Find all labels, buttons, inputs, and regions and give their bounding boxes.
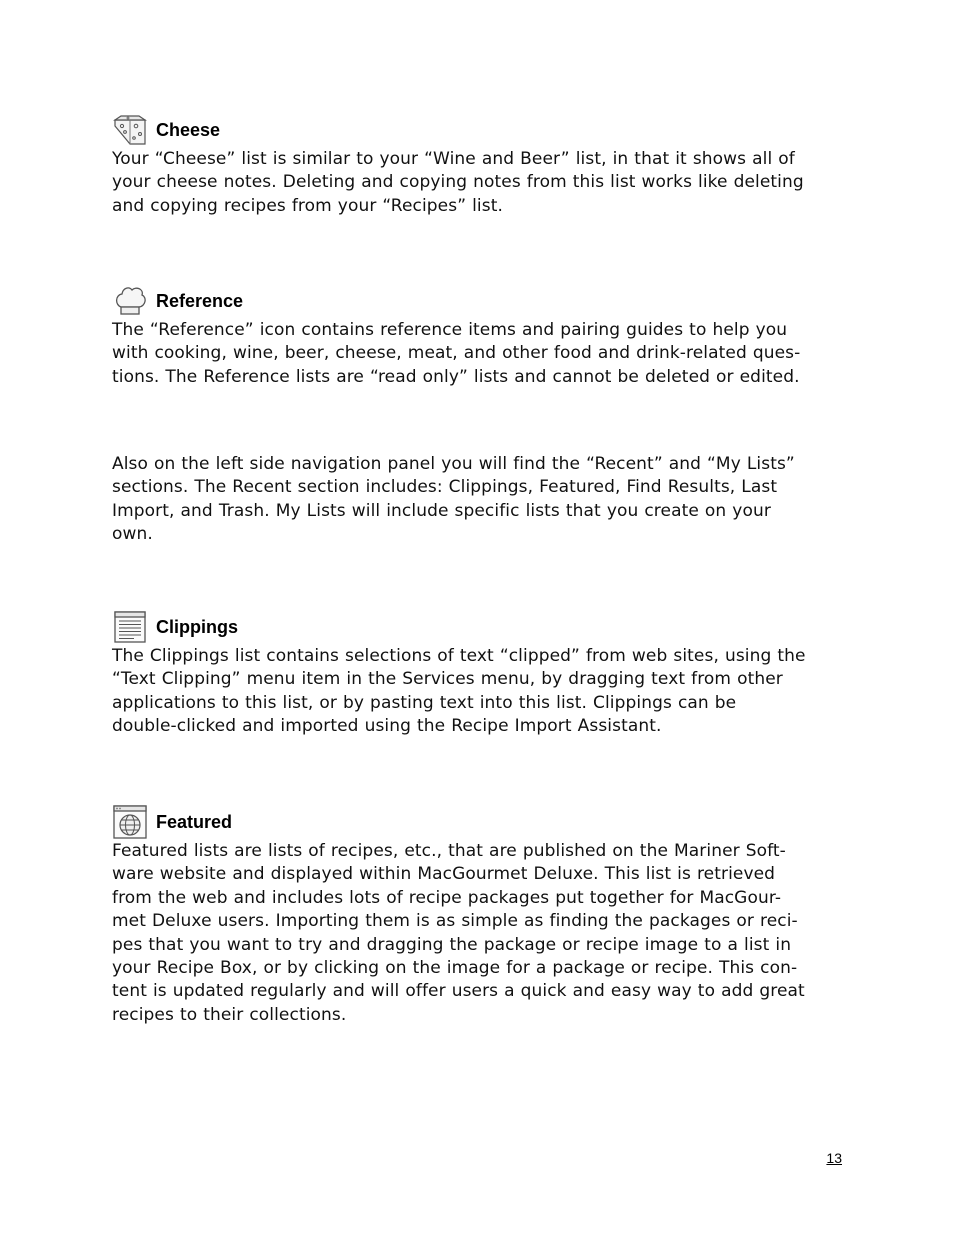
section-body: The Clippings list contains selections of text “clipped” from web sites, using the “Text Clipping” menu item in the Services menu, by dragging text from other applications to this list, or by pasting text into this list. Clippings can be double-clicked and imported using the Recipe Import Assistant. (112, 646, 806, 737)
section-body: Also on the left side navigation panel you will find the “Recent” and “My Lists” sections. The Recent section includes: Clippings, Featured, Find Results, Last Import, and Trash. My Lists will include specific lists that you create on your own. (112, 454, 795, 545)
page-number: 13 (826, 1150, 842, 1166)
section-body: Featured lists are lists of recipes, etc., that are published on the Mariner Soft- ware website and displayed within MacGourmet Deluxe. This list is retrieved from the web and includes lots of recipe packages put together for MacGour- met Deluxe users. Importing them is as simple as finding the packages or reci- pes that you want to try and dragging the package or recipe image to a list in your Recipe Box, or by clicking on the image for a package or recipe. This con- tent is updated regularly and will offer users a quick and easy way to add great recipes to their collections. (112, 841, 805, 1025)
section-heading (112, 609, 847, 645)
section-heading (112, 112, 847, 148)
section-title: Cheese (156, 119, 221, 140)
section-navigation-note (112, 453, 847, 547)
section-clippings (112, 609, 847, 739)
section-body: Your “Cheese” list is similar to your “Wine and Beer” list, in that it shows all of your cheese notes. Deleting and copying notes from this list works like deleting and copying recipes from your “Recipes” list. (112, 149, 804, 216)
cheese-icon (112, 112, 148, 148)
section-featured (112, 804, 847, 1027)
section-title: Clippings (156, 616, 238, 637)
section-title: Reference (156, 290, 244, 311)
clippings-icon (112, 609, 148, 645)
section-reference (112, 283, 847, 389)
section-body: The “Reference” icon contains reference items and pairing guides to help you with cooking, wine, beer, cheese, meat, and other food and drink-related ques- tions. The Reference lists are “read only” lists and cannot be deleted or edited. (112, 320, 801, 387)
section-heading (112, 283, 847, 319)
section-heading (112, 804, 847, 840)
section-title: Featured (156, 811, 233, 832)
globe-icon (112, 804, 148, 840)
section-cheese (112, 112, 847, 218)
chef-hat-icon (112, 283, 148, 319)
